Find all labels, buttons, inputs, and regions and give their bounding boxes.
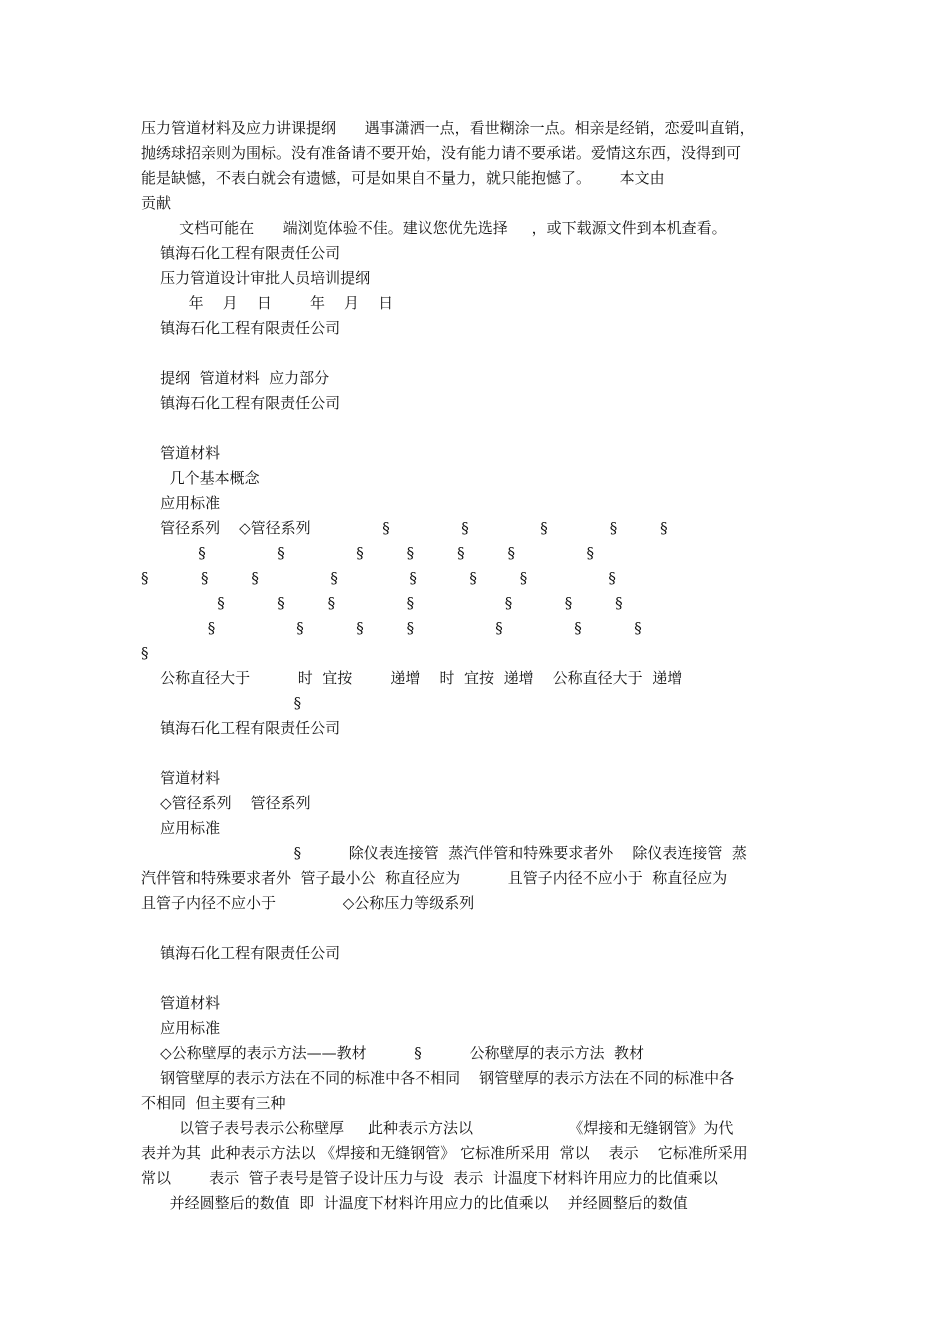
document-subtitle: 压力管道设计审批人员培训提纲 [141,269,371,287]
section-title: 管道材料 [141,444,221,462]
text-line: 几个基本概念 [141,469,260,487]
company-name: 镇海石化工程有限责任公司 [141,719,341,737]
text-line: 以管子表号表示公称壁厚 此种表示方法以 《焊接和无缝钢管》为代 [141,1119,734,1137]
company-name: 镇海石化工程有限责任公司 [141,394,341,412]
text-line: 贡献 [141,194,172,212]
text-line: 汽伴管和特殊要求者外 管子最小公 称直径应为 且管子内径不应小于 称直径应为 [141,869,728,887]
company-name: 镇海石化工程有限责任公司 [141,319,341,337]
text-line: 钢管壁厚的表示方法在不同的标准中各不相同 钢管壁厚的表示方法在不同的标准中各 [141,1069,735,1087]
text-line: 管径系列 ◇管径系列 § § § § § [141,519,668,537]
text-line: 常以 表示 管子表号是管子设计压力与设 表示 计温度下材料许用应力的比值乘以 [141,1169,718,1187]
date-line: 年 月 日 年 月 日 [141,294,394,312]
section-title: 管道材料 [141,769,221,787]
section-title: 管道材料 [141,994,221,1012]
text-line: 公称直径大于 时 宜按 递增 时 宜按 递增 公称直径大于 递增 [141,669,683,687]
text-line: 压力管道材料及应力讲课提纲 遇事潇洒一点，看世糊涂一点。相亲是经销，恋爱叫直销， [141,119,755,137]
text-line: § [141,694,302,712]
text-line: § § § § § § § [141,544,595,562]
text-line: § § § § § § § [141,619,642,637]
text-line: 应用标准 [141,1019,221,1037]
text-line: 抛绣球招亲则为围标。没有准备请不要开始，没有能力请不要承诺。爱情这东西，没得到可 [141,144,742,162]
company-name: 镇海石化工程有限责任公司 [141,244,341,262]
text-line: 能是缺憾，不表白就会有遗憾，可是如果自不量力，就只能抱憾了。 本文由 [141,169,665,187]
text-line: § [141,644,149,662]
text-line: ◇公称壁厚的表示方法——教材 § 公称壁厚的表示方法 教材 [141,1044,645,1062]
text-line: 且管子内径不应小于 ◇公称压力等级系列 [141,894,475,912]
company-name: 镇海石化工程有限责任公司 [141,944,341,962]
text-line: 并经圆整后的数值 即 计温度下材料许用应力的比值乘以 并经圆整后的数值 [141,1194,688,1212]
text-line: § 除仪表连接管 蒸汽伴管和特殊要求者外 除仪表连接管 蒸 [141,844,747,862]
text-line: § § § § § § § § [141,569,616,587]
text-line: ◇管径系列 管径系列 [141,794,311,812]
text-line: 文档可能在 端浏览体验不佳。建议您优先选择 ，或下载源文件到本机查看。 [141,219,727,237]
text-line: 表并为其 此种表示方法以 《焊接和无缝钢管》 它标准所采用 常以 表示 它标准所采用 [141,1144,748,1162]
text-line: 不相同 但主要有三种 [141,1094,286,1112]
text-line: § § § § § § § [141,594,623,612]
outline-heading: 提纲 管道材料 应力部分 [141,369,330,387]
text-line: 应用标准 [141,819,221,837]
text-line: 应用标准 [141,494,221,512]
